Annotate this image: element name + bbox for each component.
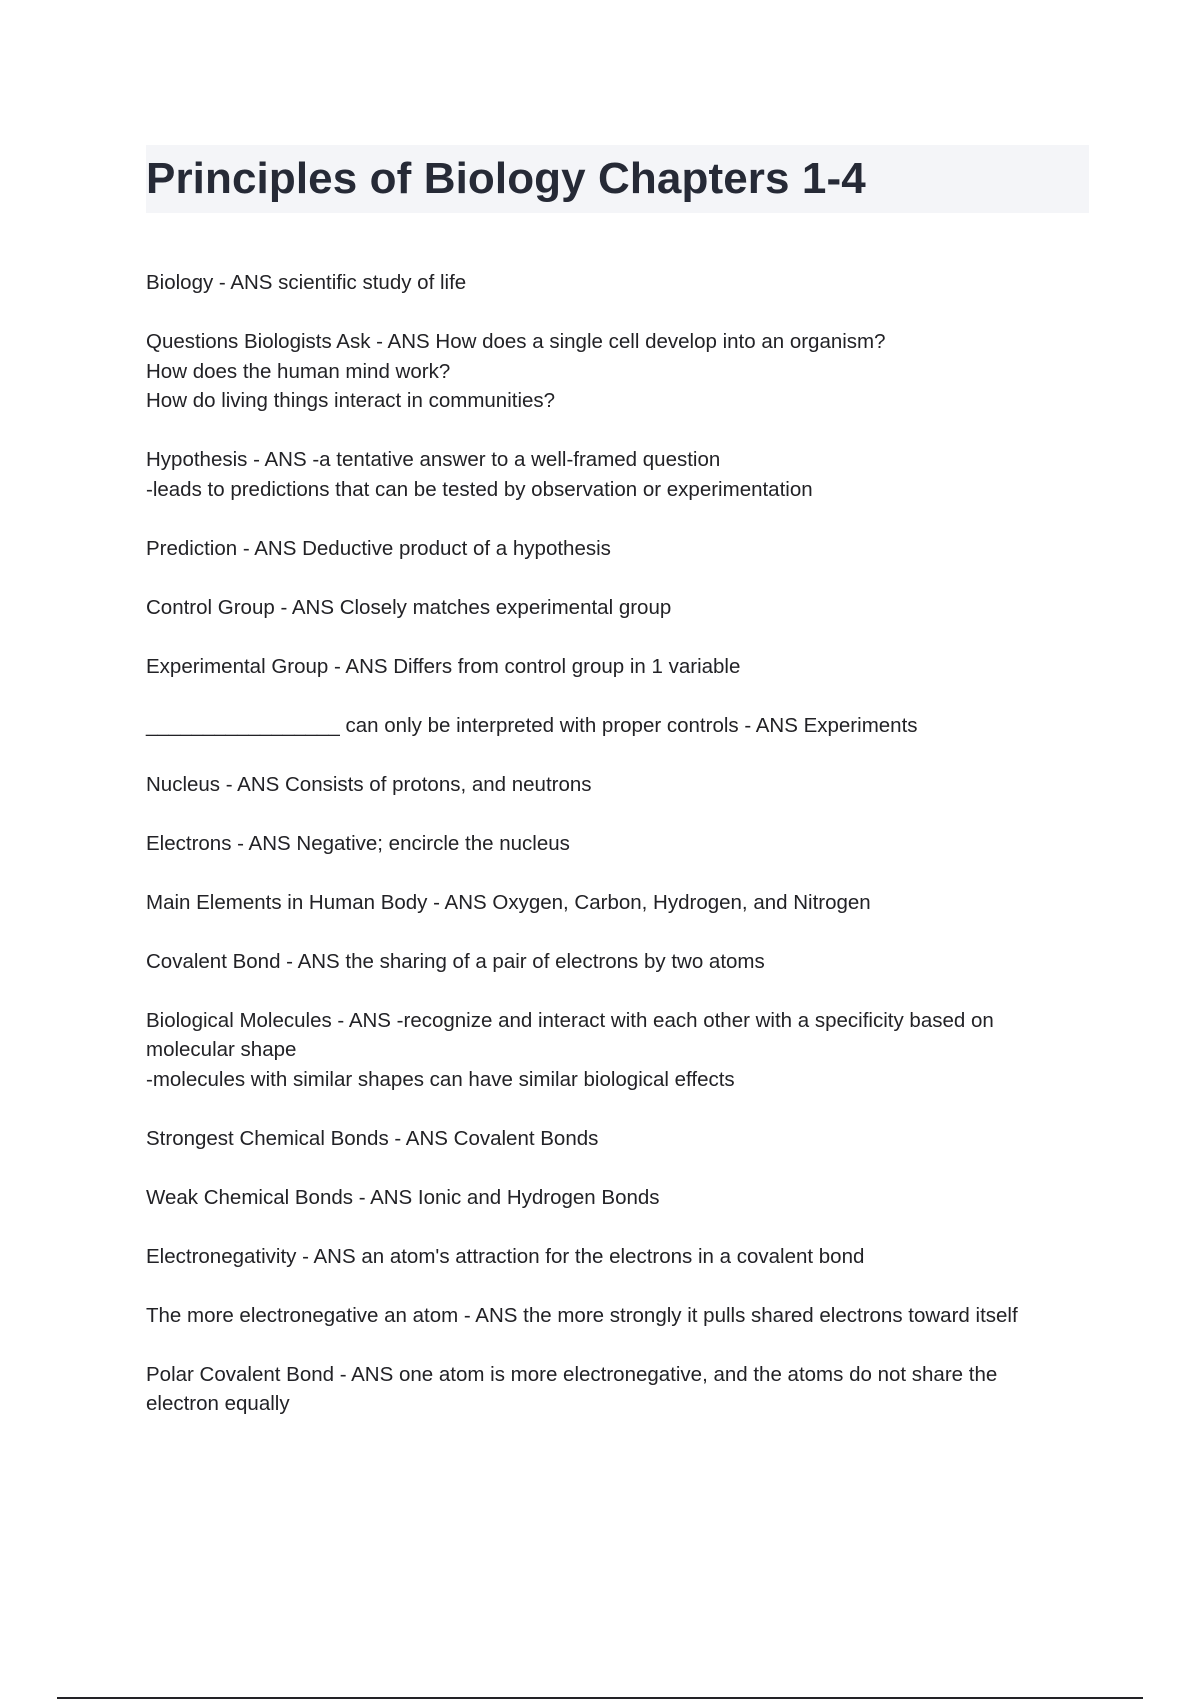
footer-divider (57, 1697, 1143, 1699)
qa-entry (146, 1006, 1096, 1095)
qa-line: -leads to predictions that can be tested by observation or experimentation (146, 477, 813, 501)
qa-entry (146, 770, 1096, 800)
qa-entry (146, 445, 1096, 504)
qa-entry (146, 1360, 1096, 1419)
qa-line: Experimental Group - ANS Differs from control group in 1 variable (146, 654, 741, 678)
qa-entry (146, 1301, 1096, 1331)
qa-entry (146, 534, 1096, 564)
qa-line: Biological Molecules - ANS -recognize and interact with each other with a specificity based on (146, 1008, 994, 1032)
qa-entry (146, 829, 1096, 859)
qa-line: Control Group - ANS Closely matches experimental group (146, 595, 672, 619)
qa-entry (146, 652, 1096, 682)
qa-line: Prediction - ANS Deductive product of a hypothesis (146, 536, 611, 560)
qa-line: Hypothesis - ANS -a tentative answer to a well-framed question (146, 448, 721, 471)
qa-line: The more electronegative an atom - ANS the more strongly it pulls shared electrons toward itself (146, 1303, 1018, 1327)
qa-entry (146, 1242, 1096, 1272)
qa-entry (146, 1183, 1096, 1213)
qa-entry (146, 1124, 1096, 1154)
qa-line: -molecules with similar shapes can have similar biological effects (146, 1067, 735, 1091)
qa-line: Electronegativity - ANS an atom's attraction for the electrons in a covalent bond (146, 1244, 865, 1268)
qa-entry (146, 711, 1096, 741)
qa-line: Main Elements in Human Body - ANS Oxygen, Carbon, Hydrogen, and Nitrogen (146, 890, 871, 914)
qa-list (146, 268, 1096, 1448)
qa-line: Nucleus - ANS Consists of protons, and neutrons (146, 772, 592, 796)
qa-line: Covalent Bond - ANS the sharing of a pair of electrons by two atoms (146, 949, 765, 973)
qa-line: Electrons - ANS Negative; encircle the nucleus (146, 831, 570, 855)
qa-line: electron equally (146, 1392, 290, 1415)
qa-line: How does the human mind work? (146, 359, 451, 383)
qa-line: How do living things interact in communities? (146, 389, 556, 412)
document-title: Principles of Biology Chapters 1-4 (146, 154, 866, 203)
qa-entry (146, 593, 1096, 623)
qa-entry (146, 947, 1096, 977)
qa-entry (146, 327, 1096, 416)
qa-line: Strongest Chemical Bonds - ANS Covalent Bonds (146, 1126, 599, 1150)
qa-line: Weak Chemical Bonds - ANS Ionic and Hydrogen Bonds (146, 1185, 660, 1209)
qa-line: Polar Covalent Bond - ANS one atom is more electronegative, and the atoms do not share the (146, 1362, 998, 1386)
qa-line: molecular shape (146, 1038, 297, 1061)
qa-line: Biology - ANS scientific study of life (146, 271, 467, 294)
qa-line: _________________ can only be interpreted with proper controls - ANS Experiments (146, 713, 918, 737)
qa-entry (146, 888, 1096, 918)
qa-line: Questions Biologists Ask - ANS How does a single cell develop into an organism? (146, 330, 886, 353)
qa-entry (146, 268, 1096, 298)
